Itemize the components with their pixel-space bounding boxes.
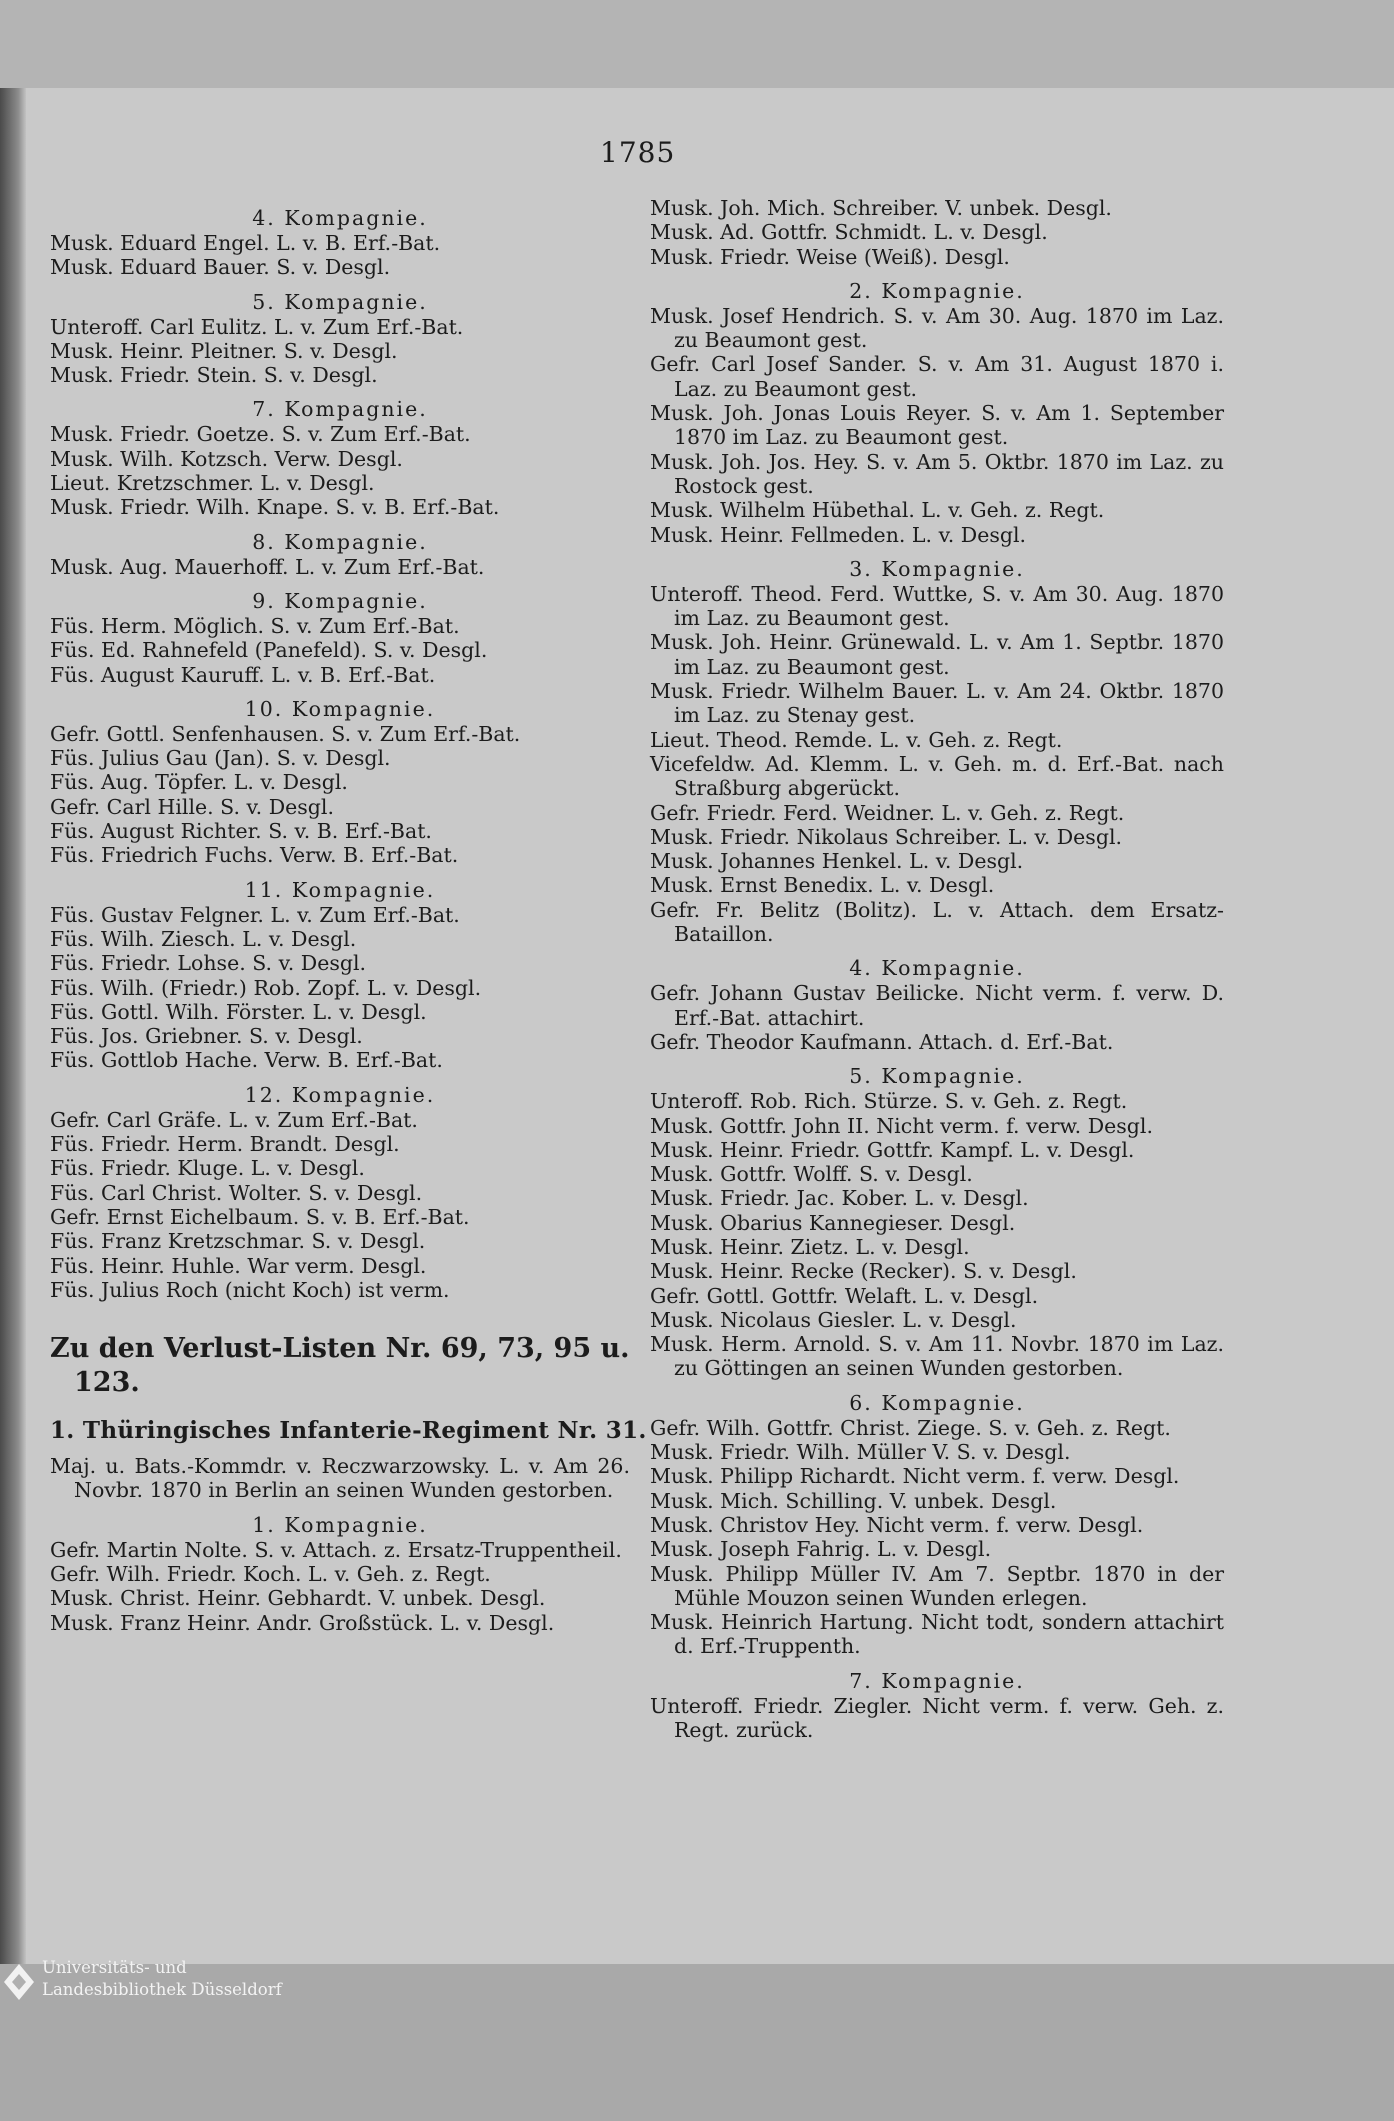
list-entry: Musk. Heinr. Pleitner. S. v. Desgl.: [50, 338, 398, 363]
list-entry: Füs. August Kauruff. L. v. B. Erf.-Bat.: [50, 662, 436, 687]
commander-entry: Maj. u. Bats.-Kommdr. v. Reczwarzowsky. L. v. Am 26. Novbr. 1870 in Berlin an seinen Wunden gestorben.: [50, 1454, 630, 1503]
right-intro-list: [650, 196, 1224, 269]
list-entry: Musk. Obarius Kannegieser. Desgl.: [650, 1210, 1016, 1235]
library-name-line-1: Universitäts- und: [42, 1958, 187, 1977]
list-entry: Gefr. Friedr. Ferd. Weidner. L. v. Geh. z. Regt.: [650, 800, 1125, 825]
list-entry: Lieut. Theod. Remde. L. v. Geh. z. Regt.: [650, 727, 1063, 752]
list-entry: Musk. Philipp Müller IV. Am 7. Septbr. 1870 in der Mühle Mouzon seinen Wunden erlegen.: [650, 1561, 1224, 1610]
list-entry: Musk. Nicolaus Giesler. L. v. Desgl.: [650, 1307, 1017, 1332]
list-entry: Musk. Franz Heinr. Andr. Großstück. L. v. Desgl.: [50, 1610, 555, 1635]
list-entry: Füs. Friedr. Kluge. L. v. Desgl.: [50, 1156, 365, 1181]
list-entry: Musk. Joseph Fahrig. L. v. Desgl.: [650, 1537, 992, 1562]
list-entry: Musk. Wilh. Kotzsch. Verw. Desgl.: [50, 446, 403, 471]
list-entry: Füs. Ed. Rahnefeld (Panefeld). S. v. Desgl.: [50, 638, 488, 663]
company-heading: 2. Kompagnie.: [849, 278, 1025, 303]
company-heading: 1. Kompagnie.: [252, 1512, 428, 1537]
list-entry: Musk. Wilhelm Hübethal. L. v. Geh. z. Regt.: [650, 498, 1105, 523]
list-entry: Füs. Aug. Töpfer. L. v. Desgl.: [50, 770, 348, 795]
left-column: [50, 196, 647, 1635]
list-entry: Füs. August Richter. S. v. B. Erf.-Bat.: [50, 819, 432, 844]
list-entry: Musk. Heinr. Fellmeden. L. v. Desgl.: [650, 522, 1027, 547]
company-heading: 6. Kompagnie.: [849, 1390, 1025, 1415]
list-entry: Musk. Gottfr. Wolff. S. v. Desgl.: [650, 1162, 973, 1187]
list-entry: Musk. Friedr. Jac. Kober. L. v. Desgl.: [650, 1186, 1029, 1211]
company-heading: 12. Kompagnie.: [244, 1082, 436, 1107]
company-heading: 4. Kompagnie.: [252, 206, 428, 230]
list-entry: Musk. Friedr. Goetze. S. v. Zum Erf.-Bat.: [50, 422, 471, 447]
verlust-section: [50, 1332, 647, 1635]
list-entry: Musk. Heinr. Zietz. L. v. Desgl.: [650, 1234, 970, 1259]
list-entry: Füs. Julius Roch (nicht Koch) ist verm.: [50, 1277, 450, 1302]
right-company-list: [650, 278, 1224, 1742]
list-entry: Füs. Friedrich Fuchs. Verw. B. Erf.-Bat.: [50, 843, 459, 868]
company-heading: 3. Kompagnie.: [849, 556, 1025, 581]
list-entry: Musk. Eduard Bauer. S. v. Desgl.: [50, 255, 391, 280]
list-entry: Unteroff. Carl Eulitz. L. v. Zum Erf.-Bat.: [50, 314, 464, 339]
list-entry: Füs. Julius Gau (Jan). S. v. Desgl.: [50, 746, 391, 771]
list-entry: Musk. Friedr. Stein. S. v. Desgl.: [50, 363, 378, 388]
list-entry: Musk. Heinr. Friedr. Gottfr. Kampf. L. v. Desgl.: [650, 1137, 1135, 1162]
list-entry: Füs. Wilh. Ziesch. L. v. Desgl.: [50, 926, 357, 951]
list-entry: Musk. Joh. Jos. Hey. S. v. Am 5. Oktbr. 1870 im Laz. zu Rostock gest.: [650, 449, 1224, 498]
list-entry: Gefr. Johann Gustav Beilicke. Nicht verm. f. verw. D. Erf.-Bat. attachirt.: [650, 981, 1224, 1030]
list-entry: Musk. Philipp Richardt. Nicht verm. f. verw. Desgl.: [650, 1464, 1180, 1489]
list-entry: Füs. Herm. Möglich. S. v. Zum Erf.-Bat.: [50, 613, 460, 638]
verlust-entry-list: [50, 1538, 630, 1635]
list-entry: Musk. Heinr. Recke (Recker). S. v. Desgl.: [650, 1259, 1077, 1284]
list-entry: Musk. Gottfr. John II. Nicht verm. f. verw. Desgl.: [650, 1113, 1153, 1138]
list-entry: Füs. Friedr. Herm. Brandt. Desgl.: [50, 1132, 400, 1157]
list-entry: Füs. Heinr. Huhle. War verm. Desgl.: [50, 1253, 427, 1278]
list-entry: Gefr. Gottl. Gottfr. Welaft. L. v. Desgl.: [650, 1283, 1039, 1308]
list-entry: Gefr. Martin Nolte. S. v. Attach. z. Ersatz-Truppentheil.: [50, 1537, 622, 1562]
page-number: 1785: [600, 136, 676, 169]
list-entry: Gefr. Ernst Eichelbaum. S. v. B. Erf.-Bat.: [50, 1204, 470, 1229]
company-heading: 7. Kompagnie.: [849, 1668, 1025, 1693]
list-entry: Gefr. Carl Gräfe. L. v. Zum Erf.-Bat.: [50, 1107, 418, 1132]
list-entry: Gefr. Theodor Kaufmann. Attach. d. Erf.-Bat.: [650, 1029, 1114, 1054]
library-logo-icon: [2, 1962, 36, 2002]
list-entry: Musk. Aug. Mauerhoff. L. v. Zum Erf.-Bat.: [50, 554, 485, 579]
company-heading: 10. Kompagnie.: [244, 696, 436, 721]
company-heading: 4. Kompagnie.: [849, 956, 1025, 981]
list-entry: Gefr. Carl Josef Sander. S. v. Am 31. August 1870 i. Laz. zu Beaumont gest.: [650, 352, 1224, 401]
list-entry: Musk. Christ. Heinr. Gebhardt. V. unbek. Desgl.: [50, 1586, 546, 1611]
list-entry: Gefr. Wilh. Gottfr. Christ. Ziege. S. v. Geh. z. Regt.: [650, 1415, 1171, 1440]
list-entry: Musk. Josef Hendrich. S. v. Am 30. Aug. 1870 im Laz. zu Beaumont gest.: [650, 303, 1224, 353]
list-entry: Füs. Wilh. (Friedr.) Rob. Zopf. L. v. Desgl.: [50, 975, 482, 1000]
list-entry: Musk. Joh. Jonas Louis Reyer. S. v. Am 1. September 1870 im Laz. zu Beaumont gest.: [650, 401, 1224, 450]
list-entry: Füs. Franz Kretzschmar. S. v. Desgl.: [50, 1229, 426, 1254]
library-name-line-2: Landesbibliothek Düsseldorf: [42, 1980, 282, 1999]
list-entry: Gefr. Wilh. Friedr. Koch. L. v. Geh. z. Regt.: [50, 1561, 491, 1586]
company-heading: 5. Kompagnie.: [252, 289, 428, 314]
company-heading: 7. Kompagnie.: [252, 397, 428, 422]
list-entry: Unteroff. Theod. Ferd. Wuttke, S. v. Am 30. Aug. 1870 im Laz. zu Beaumont gest.: [650, 581, 1224, 631]
list-entry: Gefr. Carl Hille. S. v. Desgl.: [50, 794, 334, 819]
list-entry: Füs. Gottlob Hache. Verw. B. Erf.-Bat.: [50, 1048, 443, 1073]
list-entry: Musk. Eduard Engel. L. v. B. Erf.-Bat.: [50, 231, 441, 255]
list-entry: Füs. Carl Christ. Wolter. S. v. Desgl.: [50, 1180, 423, 1205]
list-entry: Musk. Friedr. Wilh. Knape. S. v. B. Erf.-Bat.: [50, 495, 500, 520]
list-entry: Musk. Christov Hey. Nicht verm. f. verw. Desgl.: [650, 1512, 1144, 1537]
left-company-list: [50, 205, 630, 1302]
list-entry: Musk. Friedr. Weise (Weiß). Desgl.: [650, 244, 1010, 269]
list-entry: Musk. Johannes Henkel. L. v. Desgl.: [650, 849, 1024, 874]
list-entry: Lieut. Kretzschmer. L. v. Desgl.: [50, 471, 375, 496]
list-entry: Füs. Jos. Griebner. S. v. Desgl.: [50, 1024, 363, 1049]
company-heading: 8. Kompagnie.: [252, 529, 428, 554]
list-entry: Füs. Gustav Felgner. L. v. Zum Erf.-Bat.: [50, 902, 460, 927]
list-entry: Musk. Ernst Benedix. L. v. Desgl.: [650, 873, 995, 898]
list-entry: Musk. Friedr. Wilh. Müller V. S. v. Desgl.: [650, 1440, 1071, 1465]
list-entry: Füs. Gottl. Wilh. Förster. L. v. Desgl.: [50, 999, 427, 1024]
list-entry: Gefr. Gottl. Senfenhausen. S. v. Zum Erf.-Bat.: [50, 721, 521, 746]
list-entry: Musk. Joh. Mich. Schreiber. V. unbek. Desgl.: [650, 196, 1112, 220]
list-entry: Musk. Joh. Heinr. Grünewald. L. v. Am 1. Septbr. 1870 im Laz. zu Beaumont gest.: [650, 630, 1224, 679]
company-heading: 11. Kompagnie.: [244, 877, 436, 902]
list-entry: Musk. Mich. Schilling. V. unbek. Desgl.: [650, 1488, 1057, 1513]
verlust-listen-heading: Zu den Verlust-Listen Nr. 69, 73, 95 u. 123.: [50, 1333, 630, 1399]
list-entry: Vicefeldw. Ad. Klemm. L. v. Geh. m. d. Erf.-Bat. nach Straßburg abgerückt.: [650, 751, 1224, 801]
list-entry: Musk. Ad. Gottfr. Schmidt. L. v. Desgl.: [650, 220, 1048, 245]
list-entry: Musk. Herm. Arnold. S. v. Am 11. Novbr. 1870 im Laz. zu Göttingen an seinen Wunden gestorben.: [650, 1332, 1224, 1381]
list-entry: Musk. Friedr. Wilhelm Bauer. L. v. Am 24. Oktbr. 1870 im Laz. zu Stenay gest.: [650, 679, 1224, 728]
list-entry: Unteroff. Friedr. Ziegler. Nicht verm. f. verw. Geh. z. Regt. zurück.: [650, 1693, 1224, 1743]
list-entry: Gefr. Fr. Belitz (Bolitz). L. v. Attach. dem Ersatz-Bataillon.: [650, 897, 1224, 947]
right-column: [650, 196, 1224, 1742]
list-entry: Unteroff. Rob. Rich. Stürze. S. v. Geh. z. Regt.: [650, 1089, 1128, 1114]
company-heading: 5. Kompagnie.: [849, 1064, 1025, 1089]
list-entry: Füs. Friedr. Lohse. S. v. Desgl.: [50, 951, 367, 976]
regiment-title: 1. Thüringisches Infanterie-Regiment Nr. 31.: [50, 1417, 647, 1445]
book-spine-shadow: [0, 88, 26, 1964]
list-entry: Musk. Heinrich Hartung. Nicht todt, sondern attachirt d. Erf.-Truppenth.: [650, 1610, 1224, 1659]
company-heading: 9. Kompagnie.: [252, 588, 428, 613]
list-entry: Musk. Friedr. Nikolaus Schreiber. L. v. Desgl.: [650, 824, 1123, 849]
